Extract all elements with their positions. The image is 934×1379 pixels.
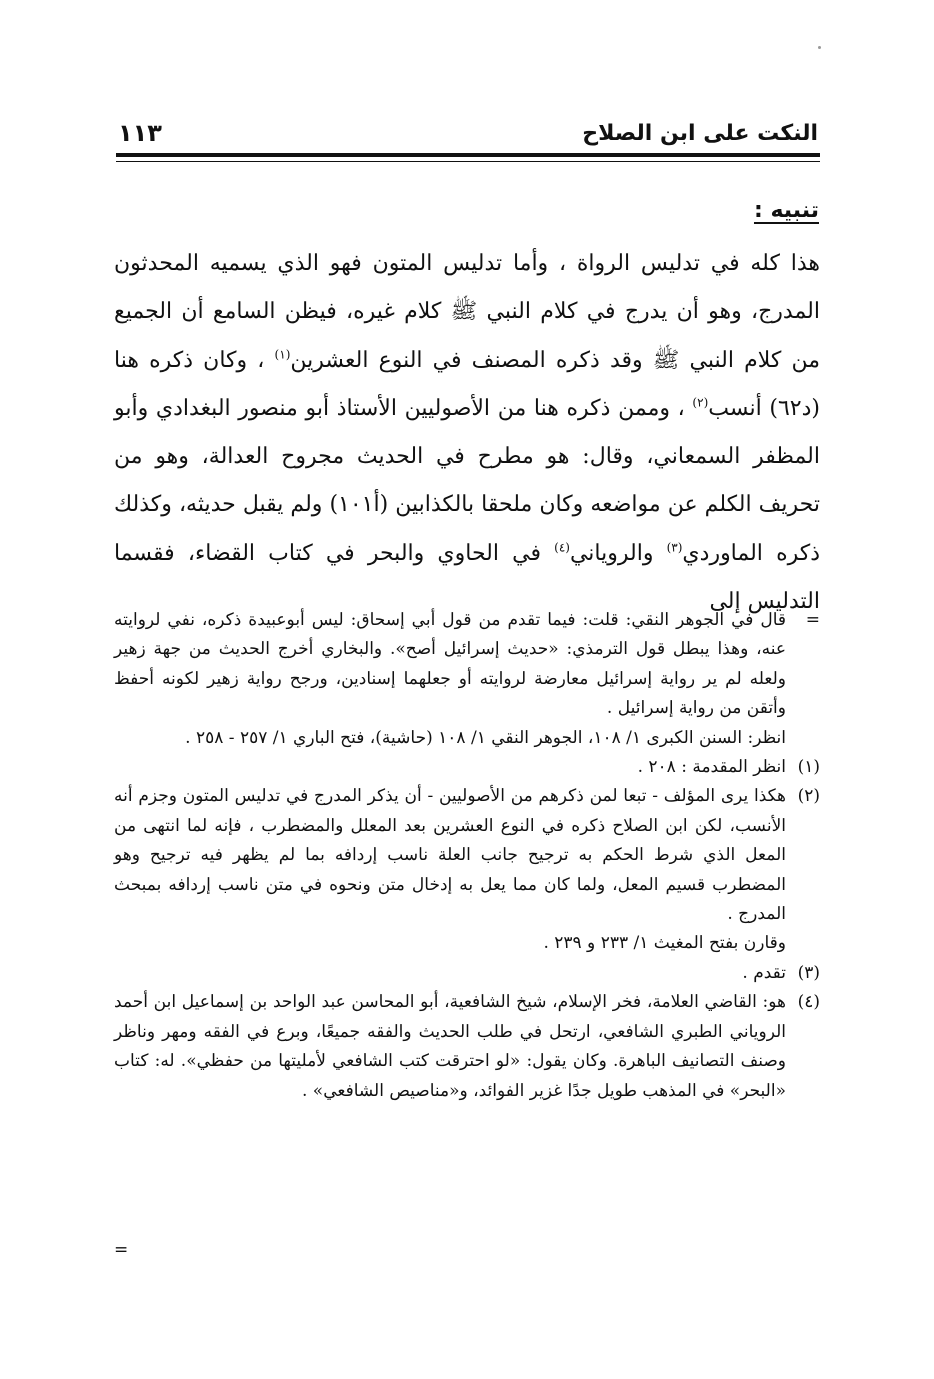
continuation-tail-mark: = — [114, 1240, 129, 1260]
footnote-continuation-reference: انظر: السنن الكبرى ١/ ١٠٨، الجوهر النقي ١/ ١٠٨ (حاشية)، فتح الباري ١/ ٢٥٧ - ٢٥٨ . — [185, 727, 786, 748]
main-text-part-5: في الحاوي والبحر في كتاب القضاء، فقسما التدليس إلى — [114, 540, 820, 615]
footnote-ref-3: (٣) — [666, 540, 683, 555]
footnote-4-text: هو: القاضي العلامة، فخر الإسلام، شيخ الشافعية، أبو المحاسن عبد الواحد بن إسماعيل ابن أحمد الروياني الطبري الشافعي، ارتحل في طلب الحديث والفقه جميعًا، وبرع في الفقه ومهر وناظر وصنف التصانيف الباهرة. وكان يقول: «لو احترقت كتب الشافعي لأمليتها من حفظي». له: كتاب «البحر» في المذهب طويل جدًا غزير الفوائد، و«مناصيص الشافعي» . — [114, 992, 786, 1101]
footnote-ref-2: (٢) — [692, 395, 709, 410]
footnote-continuation-text: قال في الجوهر النقي: قلت: فيما تقدم من قول أبي إسحاق: ليس أبوعبيدة ذكره، نفي لروايته عنه، وهذا يبطل قول الترمذي: «حديث إسرائيل أصح». والبخاري أخرج الحديث من جهة زهير ولعله لم ير رواية إسرائيل معارضة لروايته أو جعلهما إسنادين، ورجح رواية زهير لكونه أحفظ وأتقن من رواية إسرائيل . — [114, 610, 786, 719]
main-text-part-2: ، وكان ذكره هنا (د٦٢) أنسب — [114, 347, 820, 421]
footnote-2-text: هكذا يرى المؤلف - تبعا لمن ذكرهم من الأصوليين - أن يذكر المدرج في تدليس المتون وجزم أنه الأنسب، لكن ابن الصلاح ذكره في النوع العشرين بعد المعلل والمضطرب ، فإنه لما انتهى من المعل الذي شرط الحكم به ترجيح جانب العلة ناسب إردافه بما لم يظهر فيه ترجيح وهو المضطرب قسيم المعل، ولما كان مما يعل به إدخال متن ونحوه في متن ناسب إردافه بمبحث المدرج . — [114, 786, 786, 925]
main-text-part-1: هذا كله في تدليس الرواة ، وأما تدليس المتون فهو الذي يسميه المحدثون المدرج، وهو أن يدرج في كلام النبي ﷺ كلام غيره، فيظن السامع أن الجميع من كلام النبي ﷺ وقد ذكره المصنف في النوع العشرين — [114, 251, 820, 373]
footnote-1-text: انظر المقدمة : ٢٠٨ . — [637, 757, 786, 778]
main-paragraph — [114, 240, 820, 626]
footnote-2-reference: وقارن بفتح المغيث ١/ ٢٣٣ و ٢٣٩ . — [543, 933, 786, 954]
footnote-ref-1: (١) — [274, 347, 291, 362]
footnote-continuation — [114, 606, 820, 753]
page-number: ١١٣ — [118, 119, 162, 147]
footnote-3-text: تقدم . — [742, 962, 786, 983]
footnote-ref-4: (٤) — [554, 540, 570, 555]
main-text-part-3: ، وممن ذكره هنا من الأصوليين الأستاذ أبو منصور البغدادي وأبو المظفر السمعاني، وقال: هو مطرح في الحديث مجروح العدالة، وهو من تحريف الكلم عن مواضعه وكان ملحقا بالكذابين (أ١٠١) ولم يقبل حديثه، وكذلك ذكره الماوردي — [114, 395, 821, 566]
footnote-1-mark: (١) — [797, 757, 820, 778]
main-text-part-4: والروياني — [569, 540, 667, 566]
footnote-2 — [114, 782, 820, 958]
header-rule-thin — [116, 161, 820, 162]
footnote-3-mark: (٣) — [797, 962, 820, 983]
section-heading: تنبيه : — [753, 198, 819, 223]
running-header — [118, 116, 818, 150]
footnote-2-mark: (٢) — [797, 786, 820, 807]
footnote-4-mark: (٤) — [797, 992, 820, 1013]
header-rule-thick — [116, 153, 820, 157]
footnotes-block — [114, 606, 820, 1106]
footnote-3 — [114, 959, 820, 988]
footnote-1 — [114, 753, 820, 782]
book-title: النكت على ابن الصلاح — [582, 120, 818, 146]
continuation-mark: = — [805, 610, 820, 630]
page-speck — [818, 46, 821, 49]
footnote-4 — [114, 988, 820, 1106]
